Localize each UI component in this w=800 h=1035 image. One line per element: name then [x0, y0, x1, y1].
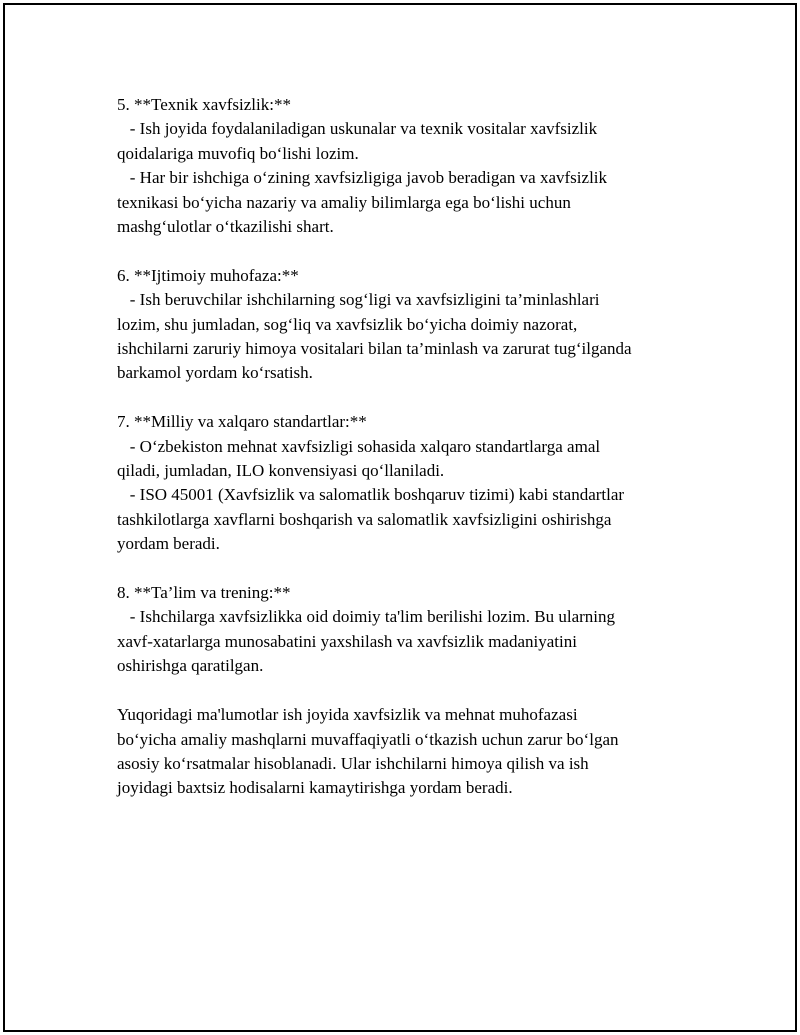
section-talim-trening — [117, 581, 707, 679]
text-line: qiladi, jumladan, ILO konvensiyasi qo‘llaniladi. — [117, 461, 445, 481]
document-body — [117, 93, 707, 825]
section-heading: 5. **Texnik xavfsizlik:** — [117, 95, 291, 114]
text-line: texnikasi bo‘yicha nazariy va amaliy bilimlarga ega bo‘lishi uchun — [117, 192, 571, 212]
text-line: bo‘yicha amaliy mashqlarni muvaffaqiyatli o‘tkazish uchun zarur bo‘lgan — [117, 729, 619, 749]
text-line: joyidagi baxtsiz hodisalarni kamaytirishga yordam beradi. — [117, 778, 513, 798]
text-line: Yuqoridagi ma'lumotlar ish joyida xavfsizlik va mehnat muhofazasi — [117, 705, 578, 725]
text-line: mashg‘ulotlar o‘tkazilishi shart. — [117, 217, 334, 237]
bullet-line: - Ish beruvchilar ishchilarning sog‘ligi va xavfsizligini ta’minlashlari — [117, 290, 600, 310]
text-line: xavf-xatarlarga munosabatini yaxshilash va xavfsizlik madaniyatini — [117, 631, 577, 651]
text-line: qoidalariga muvofiq bo‘lishi lozim. — [117, 143, 359, 163]
section-ijtimoiy-muhofaza — [117, 264, 707, 386]
section-heading: 7. **Milliy va xalqaro standartlar:** — [117, 412, 367, 432]
text-line: tashkilotlarga xavflarni boshqarish va salomatlik xavfsizligini oshirishga — [117, 509, 612, 529]
text-line: barkamol yordam ko‘rsatish. — [117, 363, 313, 383]
summary-paragraph — [117, 703, 707, 801]
bullet-line: - Ish joyida foydalaniladigan uskunalar va texnik vositalar xavfsizlik — [117, 119, 598, 139]
text-line: oshirishga qaratilgan. — [117, 656, 264, 676]
bullet-line: - Ishchilarga xavfsizlikka oid doimiy ta'lim berilishi lozim. Bu ularning — [117, 607, 616, 627]
section-heading: 8. **Ta’lim va trening:** — [117, 583, 291, 603]
section-milliy-xalqaro-standartlar — [117, 410, 707, 556]
text-line: lozim, shu jumladan, sog‘liq va xavfsizlik bo‘yicha doimiy nazorat, — [117, 314, 578, 334]
section-heading: 6. **Ijtimoiy muhofaza:** — [117, 265, 299, 285]
bullet-line: - Har bir ishchiga o‘zining xavfsizligiga javob beradigan va xavfsizlik — [117, 168, 608, 188]
bullet-line: - ISO 45001 (Xavfsizlik va salomatlik boshqaruv tizimi) kabi standartlar — [117, 485, 625, 505]
section-texnik-xavfsizlik — [117, 93, 707, 239]
text-line: yordam beradi. — [117, 534, 220, 554]
bullet-line: - O‘zbekiston mehnat xavfsizligi sohasida xalqaro standartlarga amal — [117, 436, 601, 456]
text-line: ishchilarni zaruriy himoya vositalari bilan ta’minlash va zarurat tug‘ilganda — [117, 339, 632, 359]
text-line: asosiy ko‘rsatmalar hisoblanadi. Ular ishchilarni himoya qilish va ish — [117, 753, 589, 773]
